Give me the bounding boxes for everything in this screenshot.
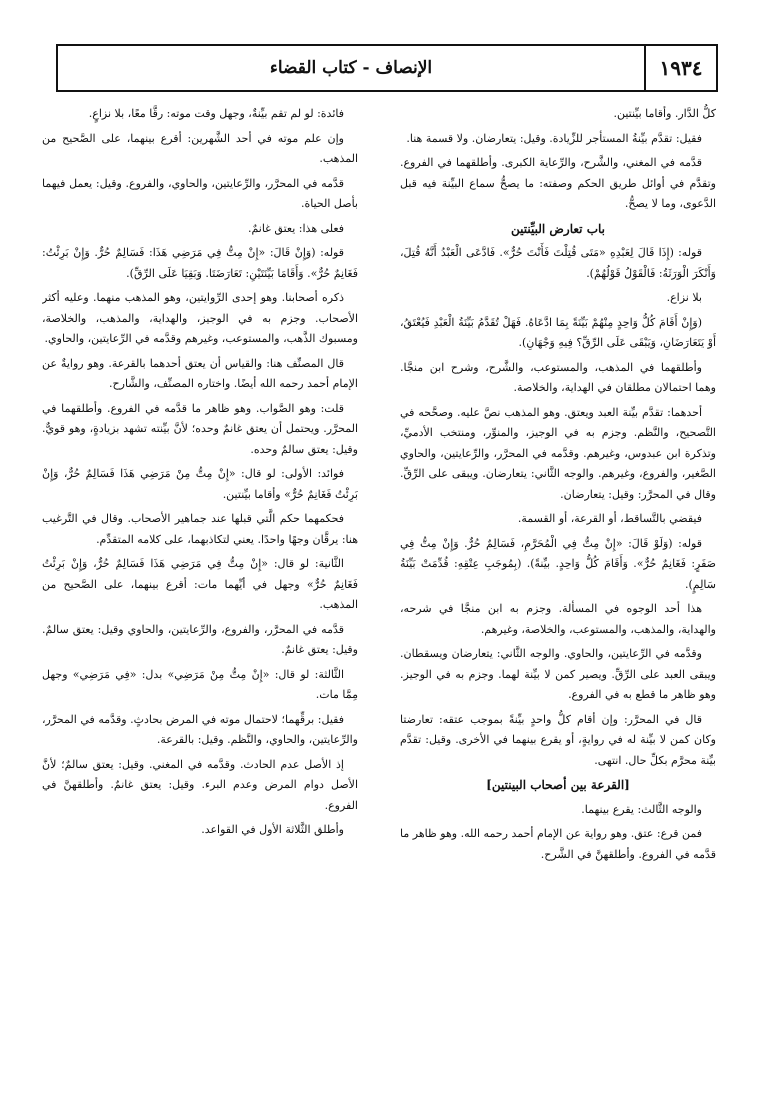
paragraph: وقدَّمه في الرِّعايتين، والحاوي. والوجه الثَّاني: يتعارضان ويسقطان. ويبقى العبد على الرِّقِّ. ويصير كمن لا بيِّنة لهما. وجزم به في الوجيز. وهو ظاهر ما قطع به في الفروع.	[400, 647, 716, 701]
paragraph: ذكره أصحابنا. وهو إحدى الرِّوايتين، وهو المذهب منهما. وعليه أكثر الأصحاب. وجزم به في الوجيز، والهداية، والمذهب، والخلاصة، ومسبوك الذَّهب، والمستوعب، وغيرهم وقدَّمه في الرِّعايتين، والحاوي.	[42, 291, 358, 345]
paragraph: إذ الأصل عدم الحادث. وقدَّمه في المغني. وقيل: يعتق سالمٌ؛ لأنَّ الأصل دوام المرض وعدم البرء. وقيل: يعتق غانمٌ. وأطلقهنَّ في الفروع.	[42, 757, 358, 812]
paragraph: قوله: (وَلَوْ قَالَ: «إِنْ مِتُّ فِي الْمُحَرَّمِ، فَسَالِمٌ حُرٌّ. وَإِنْ مِتُّ فِي صَفَرٍ: فَغَانِمٌ حُرٌّ». وَأَقَامَ كُلُّ وَاحِدٍ. بيِّنةً). (بِمُوجَبِ عِتْقِهِ: قُدِّمَتْ بَيِّنَةُ سَالِمٍ).	[400, 536, 716, 591]
paragraph: هذا أحد الوجوه في المسألة. وجزم به ابن منجَّا في شرحه، والهداية، والمذهب، والمستوعب، والخلاصة، وغيرهم.	[400, 602, 716, 636]
paragraph: قدَّمه في المحرَّر، والرِّعايتين، والحاوي، والفروع. وقيل: يعمل فيهما بأصل الحياة.	[42, 176, 358, 210]
paragraph: وأطلقهما في المذهب، والمستوعب، والشَّرح، وشرح ابن منجَّا. وهما احتمالان مطلقان في الهداية، والخلاصة.	[400, 360, 716, 394]
paragraph: قدَّمه في المغني، والشَّرح، والرِّعاية الكبرى. وأطلقهما في الفروع. وتقدَّم في أوائل طريق الحكم وصفته: ما يصحُّ سماع البيِّنة فيه قبل الدَّعوى، وما لا يصحُّ.	[400, 156, 716, 210]
paragraph: الثَّانية: لو قال: «إِنْ مِتُّ فِي مَرَضِي هَذَا فَسَالِمٌ حُرٌّ، وَإِنْ بَرِئْتُ فَغَانِمٌ حُرٌّ» وجهل في أيِّهما مات: أقرع بينهما، على الصَّحيح من المذهب.	[42, 557, 358, 611]
paragraph: والوجه الثَّالث: يقرع بينهما.	[581, 802, 702, 816]
section-heading: [القرعة بين أصحاب البينتين]	[486, 778, 630, 792]
paragraph: فحكمهما حكم الَّتي قبلها عند جماهير الأصحاب. وقال في التَّرغيب هنا: يرقَّان وجهًا واحدًا. يعني لتكاذبهما، على كلامه المتقدِّم.	[42, 512, 358, 546]
left-column	[42, 104, 358, 1093]
paragraph: قدَّمه في المحرَّر، والفروع، والرِّعايتين، والحاوي وقيل: يعتق سالمٌ. وقيل: يعتق غانمٌ.	[42, 622, 358, 656]
paragraph: فيقضي بالتَّساقط، أو القرعة، أو القسمة.	[517, 512, 702, 525]
paragraph: فوائد: الأولى: لو قال: «إِنْ مِتُّ مِنْ مَرَضِي هَذَا فَسَالِمٌ حُرٌّ، وَإِنْ بَرِئْتُ فَغَانِمٌ حُرٌّ» وأقاما بيِّنتين.	[42, 467, 358, 501]
paragraph: فمن قرع: عتق. وهو رواية عن الإمام أحمد رحمه الله. وهو ظاهر ما قدَّمه في الفروع. وأطلقهنَّ في الشَّرح.	[400, 827, 716, 861]
page-header	[56, 44, 718, 92]
paragraph: الثَّالثة: لو قال: «إِنْ مِتُّ مِنْ مَرَضِي» بدل: «فِي مَرَضِي» وجهل مِمَّا مات.	[42, 667, 358, 701]
paragraph: فائدة: لو لم تقم بيِّنةٌ، وجهل وقت موته: رقَّا معًا، بلا نزاعٍ.	[88, 107, 344, 120]
paragraph: فعلى هذا: يعتق غانمٌ.	[247, 221, 344, 235]
paragraph: قال المصنِّف هنا: والقياس أن يعتق أحدهما بالقرعة. وهو روايةٌ عن الإمام أحمد رحمه الله أيضًا. واختاره المصنِّف، والشَّارح.	[42, 356, 358, 390]
page-number: ١٩٣٤	[644, 46, 716, 90]
section-heading: باب تعارض البيِّنتين	[511, 221, 605, 236]
right-column	[400, 104, 716, 1093]
paragraph: قوله: (إِذَا قَالَ لِعَبْدِهِ «مَتَى قُتِلْتَ فَأَنْتَ حُرٌّ». فَادَّعَى الْعَبْدُ أَنَّهُ قُتِلَ، وَأَنْكَرَ الْوَرَثَةُ: فَالْقَوْلُ قَوْلُهُمْ).	[400, 246, 716, 280]
paragraph: فقيل: تقدَّم بيِّنةُ المستأجر للزِّيادة. وقيل: يتعارضان. ولا قسمة هنا.	[406, 131, 702, 145]
paragraph: وإن علم موته في أحد الشَّهرين: أقرع بينهما، على الصَّحيح من المذهب.	[42, 131, 358, 165]
paragraph: فقيل: برقِّهما؛ لاحتمال موته في المرض بحادثٍ. وقدَّمه في المحرَّر، والرِّعايتين، والحاوي، والنَّظم. وقيل: بالقرعة.	[42, 712, 358, 746]
paragraph: قوله: (وَإِنْ قَالَ: «إِنْ مِتُّ فِي مَرَضِي هَذَا: فَسَالِمٌ حُرٌّ. وَإِنْ بَرِئْتُ: فَغَانِمٌ حُرٌّ». وَأَقَامَا بَيِّنَتَيْنِ: تَعَارَضَتَا. وَبَقِيَا عَلَى الرِّقِّ).	[42, 246, 358, 280]
paragraph: قال في المحرَّر: وإن أقام كلُّ واحدٍ بيِّنةً بموجب عتقه: تعارضتا وكان كمن لا بيِّنة له في روايةٍ، أو يقرع بينهما في الأخرى. وقيل: تقدَّم بيِّنة محرَّم بكلِّ حال. انتهى.	[400, 712, 716, 767]
paragraph: قلت: وهو الصَّواب. وهو ظاهر ما قدَّمه في الفروع. وأطلقهما في المحرَّر. ويحتمل أن يعتق غانمٌ وحده؛ لأنَّ بيِّنته تشهد بزيادةٍ، وهو قويٌّ. وقيل: يعتق سالمٌ وحده.	[42, 401, 358, 456]
paragraph: كلُّ الدَّار. وأقاما بيِّنتين.	[613, 107, 716, 120]
running-title: الإنصاف - كتاب القضاء	[269, 58, 433, 78]
paragraph: وأطلق الثَّلاثة الأول في القواعد.	[201, 823, 344, 836]
paragraph: بلا نزاع.	[666, 291, 702, 304]
paragraph: أحدهما: تقدَّم بيِّنة العبد ويعتق. وهو المذهب نصَّ عليه. وصحَّحه في التَّصحيح، والنَّظم. وجزم به في الوجيز، والمنوِّر، ومنتخب الأدميِّ، وتذكرة ابن عبدوس، وغيرهم. وقدَّمه في المحرَّر، والرِّعايتين، والحاوي الصَّغير، والفروع، وغيرهم. والوجه الثَّاني: يتعارضان. ويبقى على الرِّقِّ. وقال في المحرَّر: وقيل: يتعارضان.	[400, 405, 716, 501]
paragraph: (وَإِنْ أَقَامَ كُلُّ وَاحِدٍ مِنْهُمْ بَيِّنَةً بِمَا ادَّعَاهُ. فَهَلْ تُقَدَّمُ بَيِّنَةُ الْعَبْدِ فَيُعْتَقُ، أَوْ يَتَعَارَضَانِ، وَيَبْقَى عَلَى الرِّقِّ؟ فِيهِ وَجْهَانِ).	[400, 315, 716, 349]
